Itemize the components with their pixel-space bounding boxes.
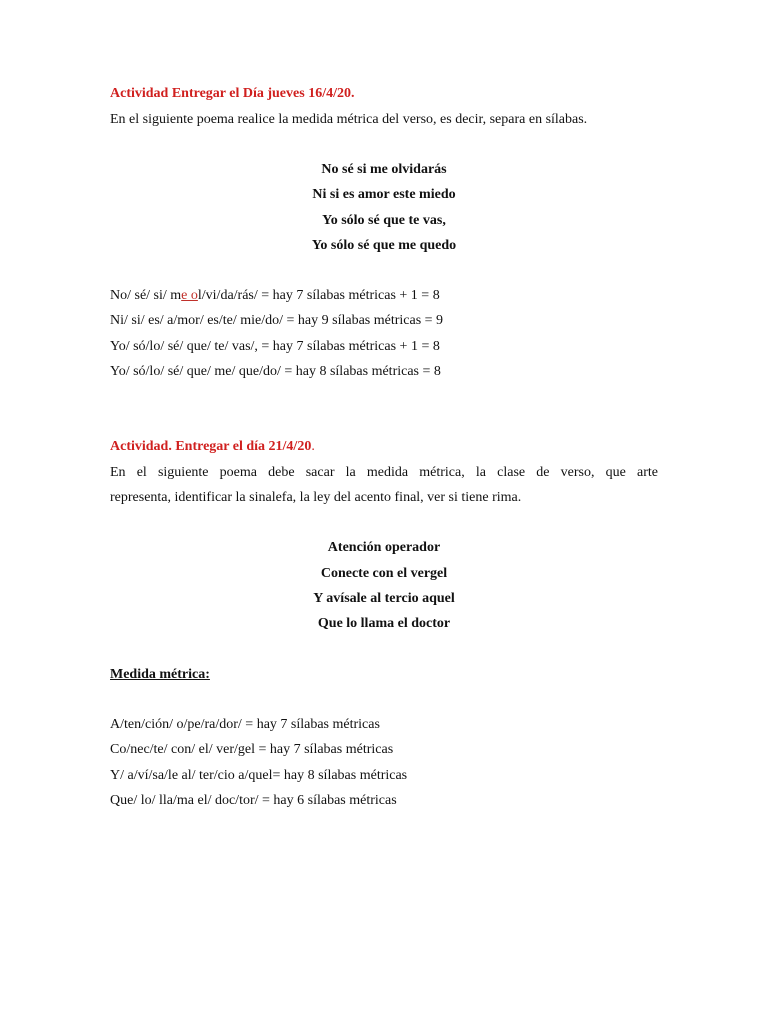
analysis-1-line-1 (110, 287, 440, 305)
instruction-1: En el siguiente poema realice la medida métrica del verso, es decir, separa en sílabas. (110, 112, 588, 127)
analysis-2-line-2: Co/nec/te/ con/ el/ ver/gel = hay 7 sílabas métricas (110, 742, 394, 757)
subheading-medida-metrica: Medida métrica: (110, 667, 210, 682)
activity-heading-1: Actividad Entregar el Día jueves 16/4/20. (110, 86, 355, 101)
poem-1-verse-4: Yo sólo sé que me quedo (311, 238, 457, 253)
poem-2-verse-4: Que lo llama el doctor (317, 616, 451, 631)
poem-1-verse-1: No sé si me olvidarás (321, 162, 447, 177)
poem-1-verse-3: Yo sólo sé que te vas, (322, 213, 446, 228)
analysis-1-line-4: Yo/ só/lo/ sé/ que/ me/ que/do/ = hay 8 sílabas métricas = 8 (110, 364, 441, 379)
document-page (110, 0, 658, 1024)
analysis-1-line-3: Yo/ só/lo/ sé/ que/ te/ vas/, = hay 7 sílabas métricas + 1 = 8 (110, 339, 440, 354)
activity-heading-2-dot: . (311, 439, 315, 454)
analysis-2-line-1: A/ten/ción/ o/pe/ra/dor/ = hay 7 sílabas métricas (110, 717, 380, 732)
activity-heading-2 (110, 438, 315, 456)
poem-2-verse-3: Y avísale al tercio aquel (313, 591, 455, 606)
poem-2-verse-1: Atención operador (327, 540, 441, 555)
analysis-2-line-3: Y/ a/ví/sa/le al/ ter/cio a/quel= hay 8 sílabas métricas (110, 768, 408, 783)
poem-1-verse-2: Ni si es amor este miedo (312, 187, 456, 202)
instruction-2-line-1: En el siguiente poema debe sacar la medida métrica, la clase de verso, que arte (110, 465, 658, 480)
analysis-2-line-4: Que/ lo/ lla/ma el/ doc/tor/ = hay 6 sílabas métricas (110, 793, 397, 808)
poem-2-verse-2: Conecte con el vergel (320, 566, 448, 581)
analysis-1-line-2: Ni/ si/ es/ a/mor/ es/te/ mie/do/ = hay 9 sílabas métricas = 9 (110, 313, 444, 328)
analysis-1-line-1-start: No/ sé/ si/ m (110, 288, 182, 303)
analysis-1-line-1-end: l/vi/da/rás/ = hay 7 sílabas métricas + 1 = 8 (197, 288, 440, 303)
instruction-2-line-2: representa, identificar la sinalefa, la ley del acento final, ver si tiene rima. (110, 490, 522, 505)
sinalefa-mark: e o (181, 288, 198, 303)
activity-heading-2-text: Actividad. Entregar el día 21/4/20 (110, 439, 312, 454)
